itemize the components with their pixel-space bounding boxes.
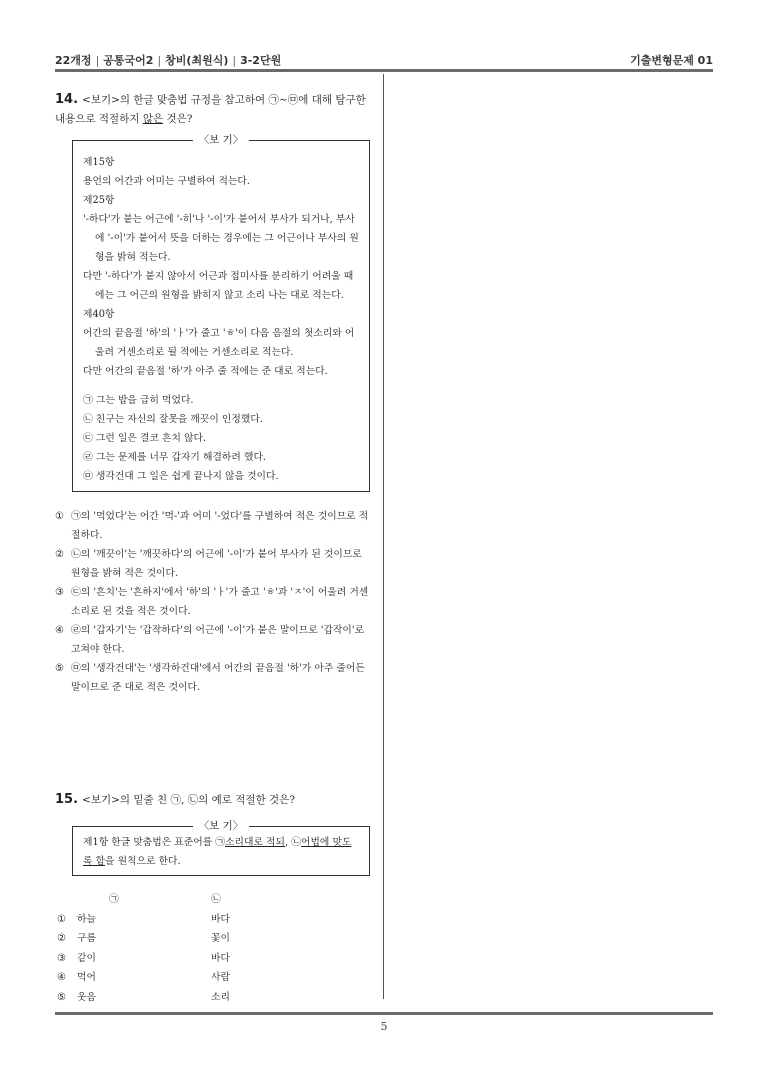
rule-line: 다만 '-하다'가 붙지 않아서 어근과 접미사를 분리하기 어려울 때에는 그 어근의 원형을 밝히지 않고 소리 나는 대로 적는다. bbox=[83, 271, 354, 301]
header-subject: 공통국어2 bbox=[103, 54, 154, 67]
example-line: ㉢ 그런 일은 결코 흔치 않다. bbox=[83, 433, 207, 444]
header-doc-title: 기출변형문제 01 bbox=[630, 54, 713, 67]
table-row[interactable]: ① 하늘 바다 bbox=[57, 913, 230, 925]
question-15-answer-table bbox=[57, 890, 311, 1007]
answer-option[interactable]: ① ㉠의 '먹었다'는 어간 '먹-'과 어미 '-었다'를 구별하여 적은 것이므로 적절하다. bbox=[55, 511, 369, 541]
footer-rule bbox=[55, 1012, 713, 1015]
underlined-word: 않은 bbox=[142, 113, 164, 125]
column-divider bbox=[383, 74, 384, 999]
header-breadcrumb: 22개정 | 공통국어2 | 창비(최원식) | 3-2단원 bbox=[55, 54, 282, 67]
answer-option[interactable]: ④ ㉣의 '갑자기'는 '갑작하다'의 어근에 '-이'가 붙은 말이므로 '갑작이'로 고쳐야 한다. bbox=[55, 625, 365, 655]
answer-option[interactable]: ② ㉡의 '깨끗이'는 '깨끗하다'의 어근에 '-이'가 붙어 부사가 된 것이므로 원형을 밝혀 적은 것이다. bbox=[55, 549, 362, 579]
column-header: ㉡ bbox=[211, 894, 221, 905]
rule-line: 제40항 bbox=[83, 309, 115, 320]
header-unit: 3-2단원 bbox=[240, 54, 282, 67]
example-line: ㉠ 그는 밥을 급히 먹었다. bbox=[83, 395, 194, 406]
example-line: ㉤ 생각건대 그 일은 쉽게 끝나지 않을 것이다. bbox=[83, 471, 279, 482]
answer-option[interactable]: ⑤ ㉤의 '생각건대'는 '생각하건대'에서 어간의 끝음절 '하'가 아주 줄어든 말이므로 준 대로 적은 것이다. bbox=[55, 663, 365, 693]
question-14-number: 14. bbox=[55, 92, 79, 107]
example-line: ㉣ 그는 문제를 너무 갑자기 해결하려 했다. bbox=[83, 452, 267, 463]
bogi-label: 〈보 기〉 bbox=[193, 820, 250, 832]
rule-line: 어간의 끝음절 '하'의 'ㅏ'가 줄고 'ㅎ'이 다음 음절의 첫소리와 어울려 거센소리로 될 적에는 거센소리로 적는다. bbox=[83, 328, 355, 358]
header-grade: 22개정 bbox=[55, 54, 92, 67]
table-row[interactable]: ③ 같이 바다 bbox=[57, 952, 230, 964]
question-14-options bbox=[55, 507, 373, 697]
header-publisher: 창비(최원식) bbox=[165, 54, 229, 67]
table-row[interactable]: ④ 먹어 사람 bbox=[57, 972, 230, 983]
header-rule bbox=[55, 69, 713, 72]
question-15-bogi-box bbox=[72, 820, 370, 876]
question-15-number: 15. bbox=[55, 792, 79, 807]
page-number: 5 bbox=[380, 1020, 388, 1033]
question-15-stem: 15. <보기>의 밑줄 친 ㉠, ㉡의 예로 적절한 것은? bbox=[55, 792, 295, 807]
example-line: ㉡ 친구는 자신의 잘못을 깨끗이 인정했다. bbox=[83, 414, 263, 425]
rule-line: 제15항 bbox=[83, 157, 115, 168]
table-row[interactable]: ② 구름 꽃이 bbox=[57, 933, 230, 944]
bogi-label: 〈보 기〉 bbox=[193, 134, 250, 146]
answer-option[interactable]: ③ ㉢의 '흔치'는 '흔하지'에서 '하'의 'ㅏ'가 줄고 'ㅎ'과 'ㅈ'이 어울려 거센소리로 된 것을 적은 것이다. bbox=[55, 587, 369, 617]
rule-line: 제25항 bbox=[83, 195, 115, 206]
rule-line: 용언의 어간과 어미는 구별하여 적는다. bbox=[83, 176, 250, 187]
rule-line: 다만 어간의 끝음절 '하'가 아주 줄 적에는 준 대로 적는다. bbox=[83, 366, 328, 377]
question-14-bogi-box bbox=[72, 134, 370, 492]
bogi-text: 제1항 한글 맞춤법은 표준어를 ㉠소리대로 적되, ㉡어법에 맞도록 함을 원칙으로 한다. bbox=[83, 837, 352, 867]
question-14-stem: 14. <보기>의 한글 맞춤법 규정을 참고하여 ㉠~㉤에 대해 탐구한 내용으로 적절하지 않은 것은? bbox=[55, 92, 366, 125]
rule-line: '-하다'가 붙는 어근에 '-히'나 '-이'가 붙어서 부사가 되거나, 부사에 '-이'가 붙어서 뜻을 더하는 경우에는 그 어근이나 부사의 원형을 밝혀 적는다. bbox=[83, 214, 359, 263]
column-header: ㉠ bbox=[109, 894, 119, 905]
table-row[interactable]: ⑤ 웃음 소리 bbox=[57, 991, 230, 1003]
table-header-row bbox=[57, 890, 311, 910]
